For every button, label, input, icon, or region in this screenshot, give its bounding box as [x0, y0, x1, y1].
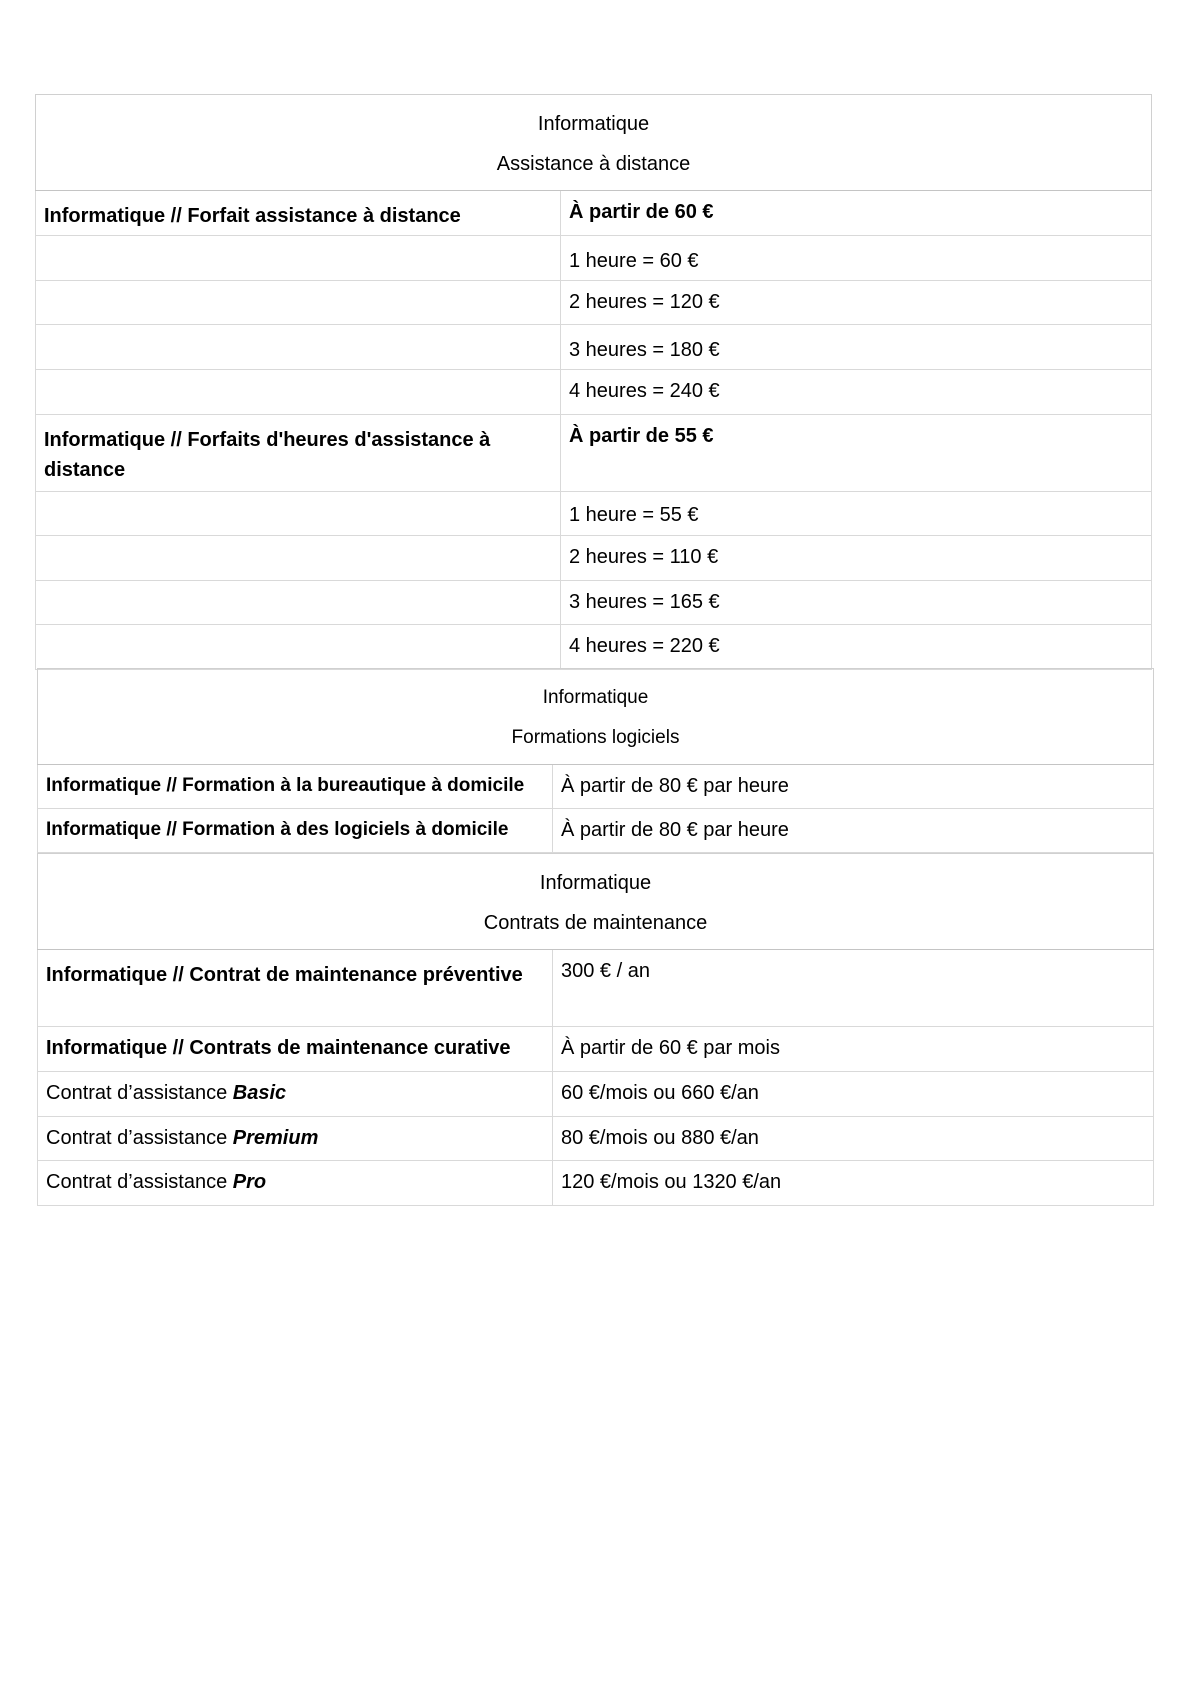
- section-assistance-distance: [35, 94, 1152, 670]
- section-title-line2: Assistance à distance: [496, 152, 691, 175]
- section-title: [38, 669, 1154, 765]
- section-title-line1: Informatique: [539, 871, 652, 894]
- row-label: Informatique // Formation à des logiciels à domicile: [38, 809, 553, 853]
- table-row: [36, 370, 1152, 415]
- row-label: [36, 536, 561, 581]
- table-row: [36, 625, 1152, 670]
- row-value: À partir de 80 € par heure: [553, 809, 1154, 853]
- row-value: À partir de 60 €: [561, 191, 1152, 236]
- row-label: [36, 325, 561, 370]
- section-title: [38, 854, 1154, 950]
- row-label: Informatique // Contrats de maintenance curative: [38, 1027, 553, 1072]
- table-row: [36, 236, 1152, 281]
- table-row: [38, 1117, 1154, 1161]
- table-row: [38, 1072, 1154, 1117]
- table-row: [38, 1161, 1154, 1206]
- row-value: 4 heures = 240 €: [561, 370, 1152, 415]
- section-title: [36, 95, 1152, 191]
- row-value: 300 € / an: [553, 950, 1154, 1027]
- table-row: [36, 325, 1152, 370]
- table-row: [36, 191, 1152, 236]
- table-row: [36, 281, 1152, 325]
- row-value: 120 €/mois ou 1320 €/an: [553, 1161, 1154, 1206]
- table-row: [36, 536, 1152, 581]
- section-contrats-maintenance: [37, 853, 1154, 1206]
- row-label: Informatique // Formation à la bureautique à domicile: [38, 765, 553, 809]
- row-value: 1 heure = 60 €: [561, 236, 1152, 281]
- row-label: [36, 370, 561, 415]
- row-value: 1 heure = 55 €: [561, 492, 1152, 536]
- row-value: 2 heures = 110 €: [561, 536, 1152, 581]
- row-label: Contrat d’assistance Premium: [38, 1117, 553, 1161]
- table-row: [36, 492, 1152, 536]
- row-label: [36, 625, 561, 670]
- row-value: À partir de 60 € par mois: [553, 1027, 1154, 1072]
- section-title-line2: Contrats de maintenance: [483, 911, 708, 934]
- table-row: [38, 809, 1154, 853]
- section-title-line1: Informatique: [542, 686, 649, 708]
- row-value: 4 heures = 220 €: [561, 625, 1152, 670]
- row-value: À partir de 55 €: [561, 415, 1152, 492]
- table-row: [38, 1027, 1154, 1072]
- table-row: [38, 765, 1154, 809]
- row-value: 60 €/mois ou 660 €/an: [553, 1072, 1154, 1117]
- table-row: [36, 415, 1152, 492]
- row-label: [36, 236, 561, 281]
- table-row: [38, 950, 1154, 1027]
- table-row: [36, 581, 1152, 625]
- row-value: 3 heures = 180 €: [561, 325, 1152, 370]
- section-title-line2: Formations logiciels: [511, 726, 680, 748]
- row-value: 3 heures = 165 €: [561, 581, 1152, 625]
- row-value: À partir de 80 € par heure: [553, 765, 1154, 809]
- row-label: Informatique // Forfait assistance à distance: [36, 191, 561, 236]
- section-formations-logiciels: [37, 668, 1154, 853]
- row-label: Contrat d’assistance Basic: [38, 1072, 553, 1117]
- section-title-line1: Informatique: [537, 112, 650, 135]
- row-label: [36, 492, 561, 536]
- row-label: [36, 281, 561, 325]
- row-value: 2 heures = 120 €: [561, 281, 1152, 325]
- row-label: Informatique // Contrat de maintenance préventive: [38, 950, 553, 1027]
- row-label: Informatique // Forfaits d'heures d'assistance à distance: [36, 415, 561, 492]
- row-value: 80 €/mois ou 880 €/an: [553, 1117, 1154, 1161]
- row-label: [36, 581, 561, 625]
- row-label: Contrat d’assistance Pro: [38, 1161, 553, 1206]
